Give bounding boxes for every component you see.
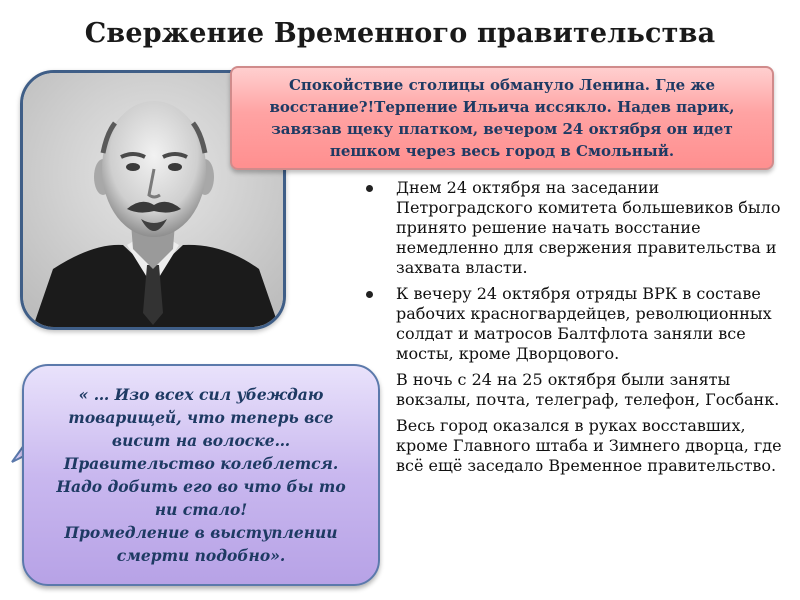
quote-line: Надо добить его во что бы то xyxy=(56,477,346,496)
slide-title: Свержение Временного правительства xyxy=(84,18,716,49)
bullet-dot-icon xyxy=(366,291,373,298)
callout-top xyxy=(230,66,774,170)
callout-top-text: Спокойствие столицы обмануло Ленина. Где же восстание?!Терпение Ильича иссякло. Надев парик, завязав щеку платком, вечером 24 октября он идет пешком через весь город в Смольный. xyxy=(269,76,735,160)
list-item xyxy=(362,416,782,476)
quote-line: висит на волоске… xyxy=(111,431,291,450)
quote-line: смерти подобно». xyxy=(116,546,286,565)
quote-bubble xyxy=(22,364,380,586)
list-item-text: В ночь с 24 на 25 октября были заняты вокзалы, почта, телеграф, телефон, Госбанк. xyxy=(396,370,780,409)
list-item-text: К вечеру 24 октября отряды ВРК в составе рабочих красногвардейцев, революционных солдат и матросов Балтфлота заняли все мосты, кроме Дворцового. xyxy=(396,284,772,363)
quote-line: « … Изо всех сил убеждаю xyxy=(78,385,324,404)
list-item-text: Днем 24 октября на заседании Петроградского комитета большевиков было принято решение начать восстание немедленно для свержения правительства и захвата власти. xyxy=(396,178,781,277)
quote-line: ни стало! xyxy=(154,500,248,519)
quote-line: товарищей, что теперь все xyxy=(68,408,334,427)
list-item xyxy=(362,370,782,410)
quote-line: Правительство колеблется. xyxy=(63,454,339,473)
quote-text xyxy=(56,383,345,567)
bullet-list xyxy=(362,178,782,482)
bullet-dot-icon xyxy=(366,185,373,192)
quote-line: Промедление в выступлении xyxy=(64,523,338,542)
list-item xyxy=(362,178,782,278)
list-item xyxy=(362,284,782,364)
list-item-text: Весь город оказался в руках восставших, кроме Главного штаба и Зимнего дворца, где всё ещё заседало Временное правительство. xyxy=(396,416,782,475)
